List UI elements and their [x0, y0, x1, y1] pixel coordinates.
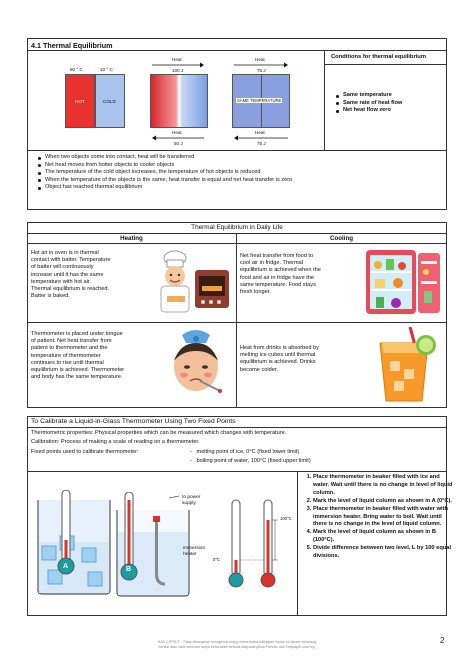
- bullet-item: Object has reached thermal equilibrium: [45, 184, 450, 192]
- divider: [27, 150, 447, 151]
- chef-oven-illustration: [153, 246, 233, 318]
- step-item: 1. Place thermometer in beaker filled with ice and water. Wait until there is no change in level of liquid column.: [313, 474, 453, 498]
- step-item: 2. Mark the level of liquid column as shown in A (0°C).: [313, 498, 453, 506]
- bullet-item: When the temperature of the objects is the same, heat transfer is equal and net heat transfer is zero: [45, 177, 450, 185]
- divider: [236, 233, 237, 408]
- sick-patient-illustration: [160, 325, 234, 405]
- section-title: Thermal Equilibrium in Daily Life: [191, 224, 283, 231]
- divider: [27, 243, 447, 244]
- fixed-point-upper: - boiling point of water, 100°C (fixed upper limit): [190, 458, 311, 464]
- cold-label: COLD: [103, 99, 116, 104]
- conditions-list: [334, 92, 402, 115]
- bulb-a-label: A: [63, 563, 69, 570]
- to-power-supply-label: to power supply: [182, 495, 201, 506]
- step-item: 5. Divide difference between two level, L by 100 equal divisions.: [313, 545, 453, 561]
- heat-amount: 75 J: [257, 68, 266, 73]
- bullet-item: The temperature of the cold object increases, the temperature of hot objects is reduced: [45, 169, 450, 177]
- heat-label: Heat: [172, 130, 182, 135]
- page-number: 2: [440, 636, 445, 645]
- thermometric-properties: Thermometric properties: Physical properties which can be measured which changes with temperature.: [31, 430, 287, 436]
- condition-item: Same rate of heat flow: [343, 99, 403, 106]
- iced-drink-illustration: [370, 325, 442, 405]
- step-item: 4. Mark the level of liquid column as shown in B (100°C).: [313, 529, 453, 545]
- divider: [27, 427, 447, 428]
- heat-label: Heat: [255, 130, 265, 135]
- heat-label: Heat: [255, 57, 265, 62]
- fixed-point-lower: - melting point of ice, 0°C (fixed lower limit): [190, 449, 300, 455]
- heat-amount: 100 J: [172, 68, 184, 73]
- divider: [27, 233, 447, 234]
- section-title: 4.1 Thermal Equilibrium: [31, 41, 113, 50]
- fridge-illustration: [364, 247, 444, 319]
- same-temperature-label: SAME TEMPERATURE: [237, 98, 282, 103]
- cold-temperature: 10 ° C: [100, 67, 113, 72]
- calibration-steps: [302, 474, 453, 561]
- calibration-definition: Calibration: Process of making a scale of reading on a thermometer.: [31, 439, 200, 445]
- fridge-text: Net heat transfer from food to cool air in fridge. Thermal equilibrium is achieved when the food and air in fridge have the same temperature. Food stays fresh longer.: [240, 253, 321, 296]
- equilibrium-bullets: [36, 154, 450, 192]
- heat-amount: 75 J: [257, 141, 266, 146]
- step-item: 3. Place thermometer in beaker filled with water with immersion heater. Bring water to boil. Wait until there is no change in the level of liquid column.: [313, 506, 453, 530]
- divider: [27, 322, 447, 323]
- bulb-b-label: B: [126, 566, 132, 573]
- conditions-title: Conditions for thermal equilibrium: [331, 54, 427, 60]
- ice-beaker-diagram: [34, 490, 114, 600]
- divider: [27, 50, 447, 51]
- calibrated-thermometers: [222, 498, 292, 594]
- condition-item: Same temperature: [343, 92, 402, 100]
- hot-temperature: 90 ° C: [70, 67, 83, 72]
- hot-label: HOT: [75, 99, 85, 104]
- bullet-item: When two objects come into contact, heat will be transferred: [45, 154, 450, 162]
- divider: [324, 64, 447, 65]
- heat-amount: 50 J: [174, 141, 183, 146]
- copyright-footer: HAK CIPTA © : Tidak dibenarkan mengeluar ulang mana-mana bahagian modul ini dalam sebarang bentuk atau cara sebelum tanpa kebenaran bertulis daripada pihak Penulis dan Testpaper.com.my.: [157, 640, 317, 649]
- heat-label: Heat: [172, 57, 182, 62]
- drink-text: Heat from drinks is absorbed by melting ice cubes until thermal equilibrium is achieved. Drinks become colder.: [240, 345, 319, 373]
- divider: [297, 471, 298, 616]
- heat-transfer-block: [150, 74, 208, 128]
- immersion-heater-label: immersion heater: [183, 546, 206, 557]
- fixed-points-label: Fixed points used to calibrate thermometer:: [31, 449, 139, 455]
- cooling-header: Cooling: [329, 235, 354, 242]
- section-title: To Calibrate a Liquid-in-Glass Thermometer Using Two Fixed Points: [31, 418, 236, 425]
- thermometer-text: Thermometer is placed under tongue of patient. Net heat transfer from patient to thermometer and the temperature of thermometer continues to rise until thermal equilibrium is achieved. Thermometer and body has the same temperature.: [31, 331, 125, 381]
- label-100c: 100°C: [280, 516, 292, 521]
- label-0c: 0°C: [213, 557, 221, 562]
- divider: [324, 50, 325, 150]
- heating-header: Heating: [120, 235, 143, 242]
- divider: [27, 471, 447, 472]
- bullet-item: Net heat moves from hotter objects to cooler objects: [45, 162, 450, 170]
- condition-item: Net heat flow zero: [343, 107, 402, 115]
- oven-text: Hot air in oven is in thermal contact with batter. Temperature of batter will continuously increase until it has the same temperature with hot air. Thermal equilibrium is reached. Batter is baked.: [31, 250, 111, 300]
